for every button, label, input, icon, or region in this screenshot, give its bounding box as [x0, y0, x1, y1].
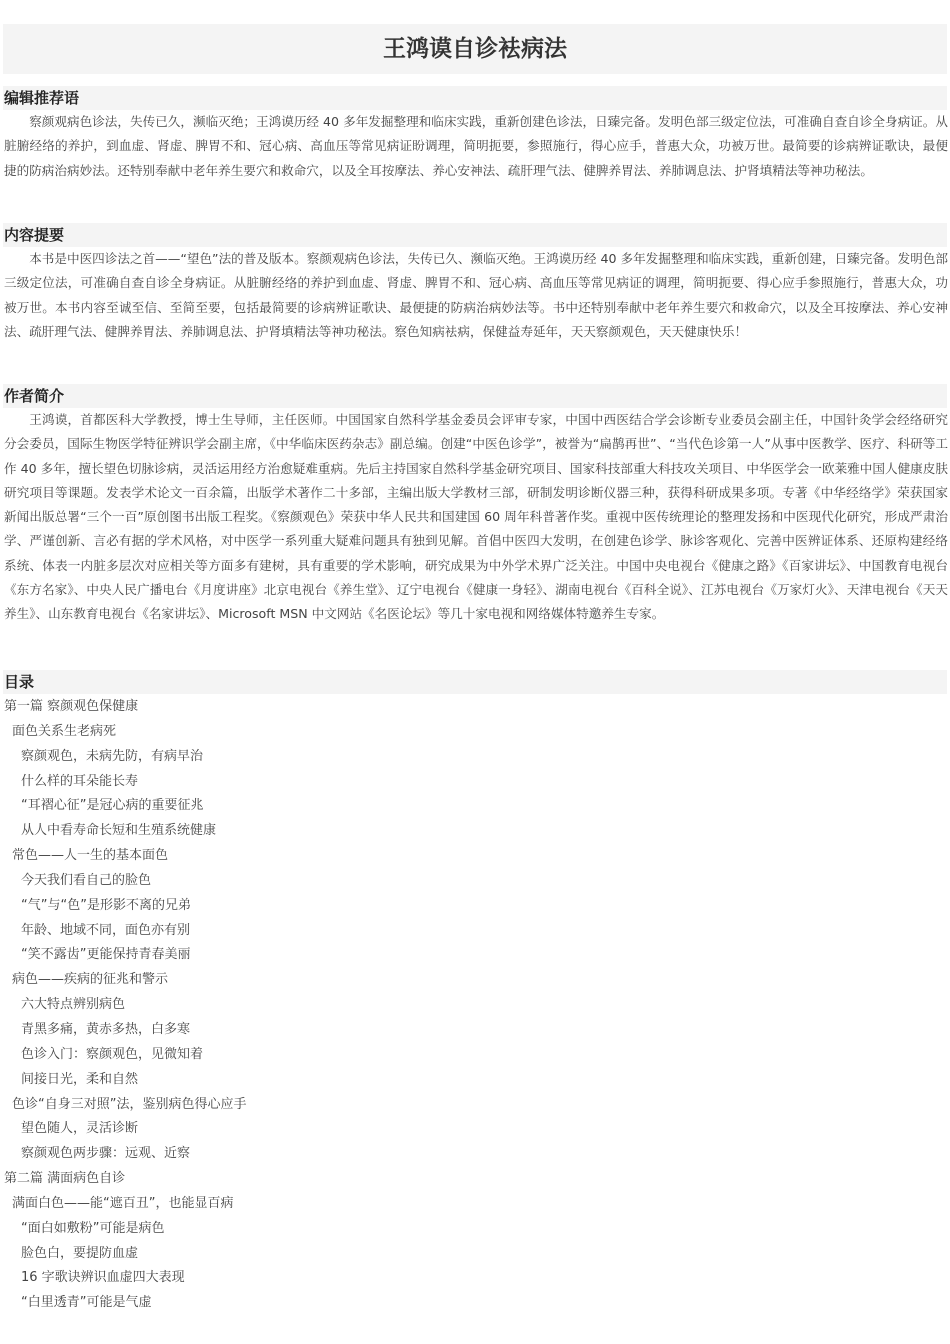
section-heading-text: 作者简介	[4, 387, 65, 405]
toc-section: 六大特点辨别病色	[21, 997, 126, 1013]
toc-chapter: 色诊“自身三对照”法，鉴别病色得心应手	[12, 1096, 247, 1112]
toc-part: 第二篇 满面病色自诊	[4, 1171, 126, 1187]
toc-section: 察颜观色，未病先防，有病早治	[21, 748, 204, 764]
toc-section: “耳褶心征”是冠心病的重要征兆	[21, 798, 204, 814]
author-paragraph: 王鸿谟，首都医科大学教授，博士生导师，主任医师。中国国家自然科学基金委员会评审专家，中国中西医结合学会诊断专业委员会副主任，中国针灸学会经络研究分会委员，国际生物医学特征辨识学会副主席，《中华临床医药杂志》副总编。创建“中医色诊学”，被誉为“扁鹊再世”、“当代色诊第一人”从事中医教学、医疗、科研等工作 40 多年，擅长望色切脉诊病，灵活运用经方治愈疑难重病。先后主持国家自然科学基金研究项目、国家科技部重大科技攻关项目、中华医学会一欧莱雅中国人健康皮肤研究项目等课题。发表学术论文一百余篇，出版学术著作二十多部，主编出版大学教材三部，研制发明诊断仪器三种，获得科研成果多项。专著《中华经络学》荣获国家新闻出版总署“三个一百”原创图书出版工程奖。《察颜观色》荣获中华人民共和国建国 60 周年科普著作奖。重视中医传统理论的整理发扬和中医现代化研究，形成严肃治学、严谨创新、言必有据的学术风格，对中医学一系列重大疑难问题具有独到见解。首倡中医四大发明，在创建色诊学、脉诊客观化、完善中医辨证体系、还原构建经络系统、体表一内脏多层次对应相关等方面多有建树，具有重要的学术影响，研究成果为中外学术界广泛关注。中国中央电视台《健康之路》《百家讲坛》、中国教育电视台《东方名家》、中央人民广播电台《月度讲座》北京电视台《养生堂》、辽宁电视台《健康一身轻》、湖南电视台《百科全说》、江苏电视台《万家灯火》、天津电视台《天天养生》、山东教育电视台《名家讲坛》、Microsoft MSN 中文网站《名医论坛》等几十家电视和网络媒体特邀养生专家。	[4, 412, 948, 622]
toc-section: “笑不露齿”更能保持青春美丽	[21, 947, 191, 963]
toc-section: 望色随人，灵活诊断	[21, 1121, 139, 1137]
toc-chapter: 面色关系生老病死	[12, 723, 117, 739]
toc-section: “白里透青”可能是气虚	[21, 1295, 152, 1311]
table-of-contents	[4, 695, 944, 1316]
section-heading-text: 目录	[4, 673, 35, 691]
toc-section: 色诊入门：察颜观色，见微知着	[21, 1046, 204, 1062]
section-heading-author	[3, 384, 947, 408]
toc-section: 16 字歌诀辨识血虚四大表现	[21, 1270, 185, 1286]
toc-chapter: 常色——人一生的基本面色	[12, 848, 169, 864]
section-heading-summary	[3, 223, 947, 247]
toc-section: 年龄、地域不同，面色亦有别	[21, 922, 191, 938]
section-heading-toc	[3, 670, 947, 694]
recommend-paragraph: 察颜观病色诊法，失传已久，濒临灭绝；王鸿谟历经 40 多年发掘整理和临床实践，重新创建色诊法，日臻完备。发明色部三级定位法，可准确自查自诊全身病证。从脏腑经络的养护，到血虚、肾虚、脾胃不和、冠心病、高血压等常见病证盼调理，简明扼要，参照施行，得心应手，普惠大众，功被万世。最简要的诊病辨证歌诀，最便捷的防病治病妙法。还特别奉献中老年养生要穴和救命穴，以及全耳按摩法、养心安神法、疏肝理气法、健脾养胃法、养肺调息法、护肾填精法等神功秘法。	[4, 114, 948, 178]
toc-section: 间接日光，柔和自然	[21, 1071, 139, 1087]
section-heading-recommend	[3, 86, 947, 110]
toc-section: “气”与“色”是形影不离的兄弟	[21, 897, 191, 913]
page-title: 王鸿谟自诊袪病法	[383, 36, 567, 62]
toc-chapter: 病色——疾病的征兆和警示	[12, 972, 169, 988]
toc-part: 第一篇 察颜观色保健康	[4, 699, 139, 714]
title-bar	[3, 24, 947, 74]
section-heading-text: 内容提要	[4, 226, 65, 244]
toc-section: 今天我们看自己的脸色	[21, 872, 152, 888]
toc-section: 从人中看寿命长短和生殖系统健康	[21, 823, 217, 839]
toc-section: 什么样的耳朵能长寿	[21, 773, 139, 789]
toc-chapter: 满面白色——能“遮百丑”，也能显百病	[12, 1195, 234, 1211]
summary-paragraph: 本书是中医四诊法之首——“望色”法的普及版本。察颜观病色诊法，失传已久、濒临灭绝。王鸿谟历经 40 多年发掘整理和临床实践，重新创建，日臻完备。发明色部三级定位法，可准确自查自诊全身病证。从脏腑经络的养护到血虚、肾虚、脾胃不和、冠心病、高血压等常见病证的调理，简明扼要、得心应手参照施行，普惠大众，功被万世。本书内容至诚至信、至简至要，包括最简要的诊病辨证歌诀、最便捷的防病治病妙法等。书中还特别奉献中老年养生要穴和救命穴，以及全耳按摩法、养心安神法、疏肝理气法、健脾养胃法、养肺调息法、护肾填精法等神功秘法。察色知病袪病，保健益寿延年，天天察颜观色，天天健康快乐！	[4, 251, 948, 339]
toc-section: 青黑多痛，黄赤多热，白多寒	[21, 1021, 191, 1037]
toc-section: 脸色白，要提防血虚	[21, 1245, 139, 1261]
section-heading-text: 编辑推荐语	[4, 89, 80, 107]
toc-section: “面白如敷粉”可能是病色	[21, 1220, 165, 1236]
toc-section: 察颜观色两步骤：远观、近察	[21, 1146, 191, 1162]
